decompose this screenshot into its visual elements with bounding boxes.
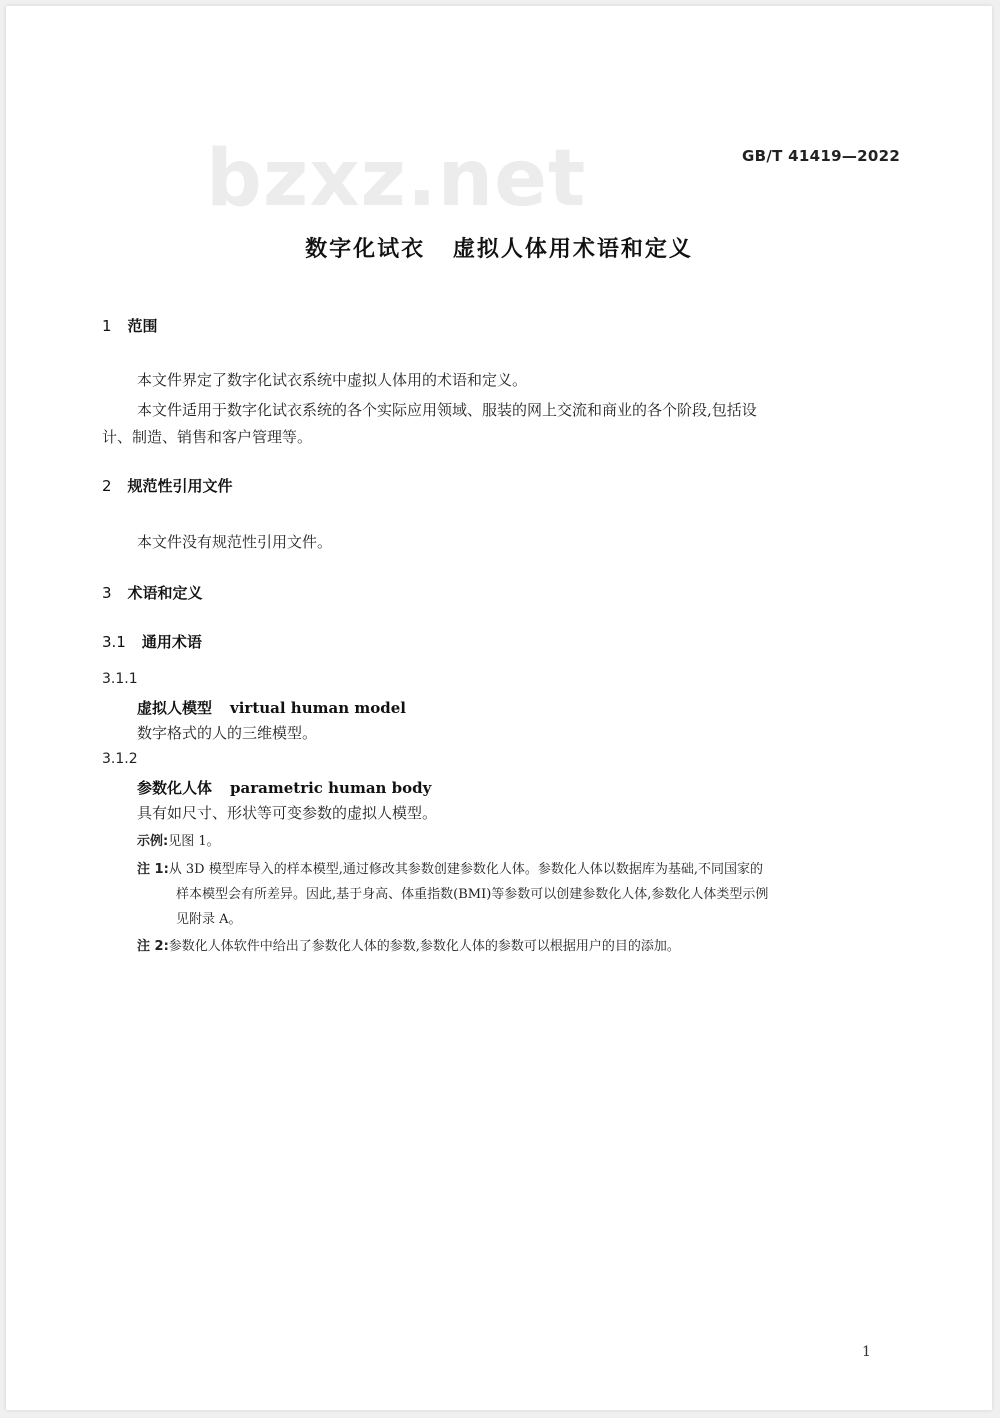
example	[137, 830, 220, 854]
section-title: 术语和定义	[127, 584, 203, 602]
term-chinese: 参数化人体	[137, 779, 213, 797]
note-label: 注 1:	[137, 862, 169, 877]
subsection-3-1-heading	[102, 631, 202, 652]
section-title: 规范性引用文件	[127, 477, 233, 495]
example-text: 见图 1。	[168, 834, 220, 849]
section-1-heading	[102, 315, 158, 336]
section-number: 3	[102, 584, 112, 602]
note-text: 参数化人体软件中给出了参数化人体的参数,参数化人体的参数可以根据用户的目的添加。	[168, 939, 680, 954]
example-label: 示例:	[137, 834, 169, 849]
section-number: 3.1	[102, 633, 126, 651]
term-definition: 数字格式的人的三维模型。	[137, 724, 318, 742]
note-1	[137, 858, 763, 882]
paragraph: 本文件界定了数字化试衣系统中虚拟人体用的术语和定义。	[137, 371, 528, 389]
section-3-heading	[102, 582, 203, 603]
note-1-continuation: 见附录 A。	[176, 912, 242, 927]
term-heading	[137, 697, 406, 718]
paragraph-continuation: 计、制造、销售和客户管理等。	[102, 428, 313, 446]
standard-code: GB/T 41419—2022	[742, 147, 901, 165]
section-title: 范围	[127, 317, 158, 335]
section-number: 2	[102, 477, 112, 495]
note-text: 从 3D 模型库导入的样本模型,通过修改其参数创建参数化人体。参数化人体以数据库为基础,不同国家的	[168, 862, 764, 877]
paragraph: 本文件适用于数字化试衣系统的各个实际应用领域、服装的网上交流和商业的各个阶段,包括设	[137, 401, 757, 419]
section-2-heading	[102, 475, 233, 496]
term-definition: 具有如尺寸、形状等可变参数的虚拟人模型。	[137, 804, 438, 822]
document-page	[6, 6, 992, 1410]
term-english: virtual human model	[230, 699, 406, 717]
term-chinese: 虚拟人模型	[137, 699, 213, 717]
document-title: 数字化试衣 虚拟人体用术语和定义	[305, 237, 693, 262]
section-title: 通用术语	[141, 633, 202, 651]
note-label: 注 2:	[137, 939, 169, 954]
section-number: 1	[102, 317, 112, 335]
note-1-continuation: 样本模型会有所差异。因此,基于身高、体重指数(BMI)等参数可以创建参数化人体,参数化人体类型示例	[176, 887, 769, 902]
paragraph: 本文件没有规范性引用文件。	[137, 533, 333, 551]
term-number: 3.1.2	[102, 751, 138, 767]
term-heading	[137, 777, 431, 798]
page-number: 1	[862, 1344, 871, 1360]
term-english: parametric human body	[230, 779, 432, 797]
term-number: 3.1.1	[102, 671, 138, 687]
watermark: bzxz.net	[206, 134, 587, 224]
note-2	[137, 935, 680, 959]
